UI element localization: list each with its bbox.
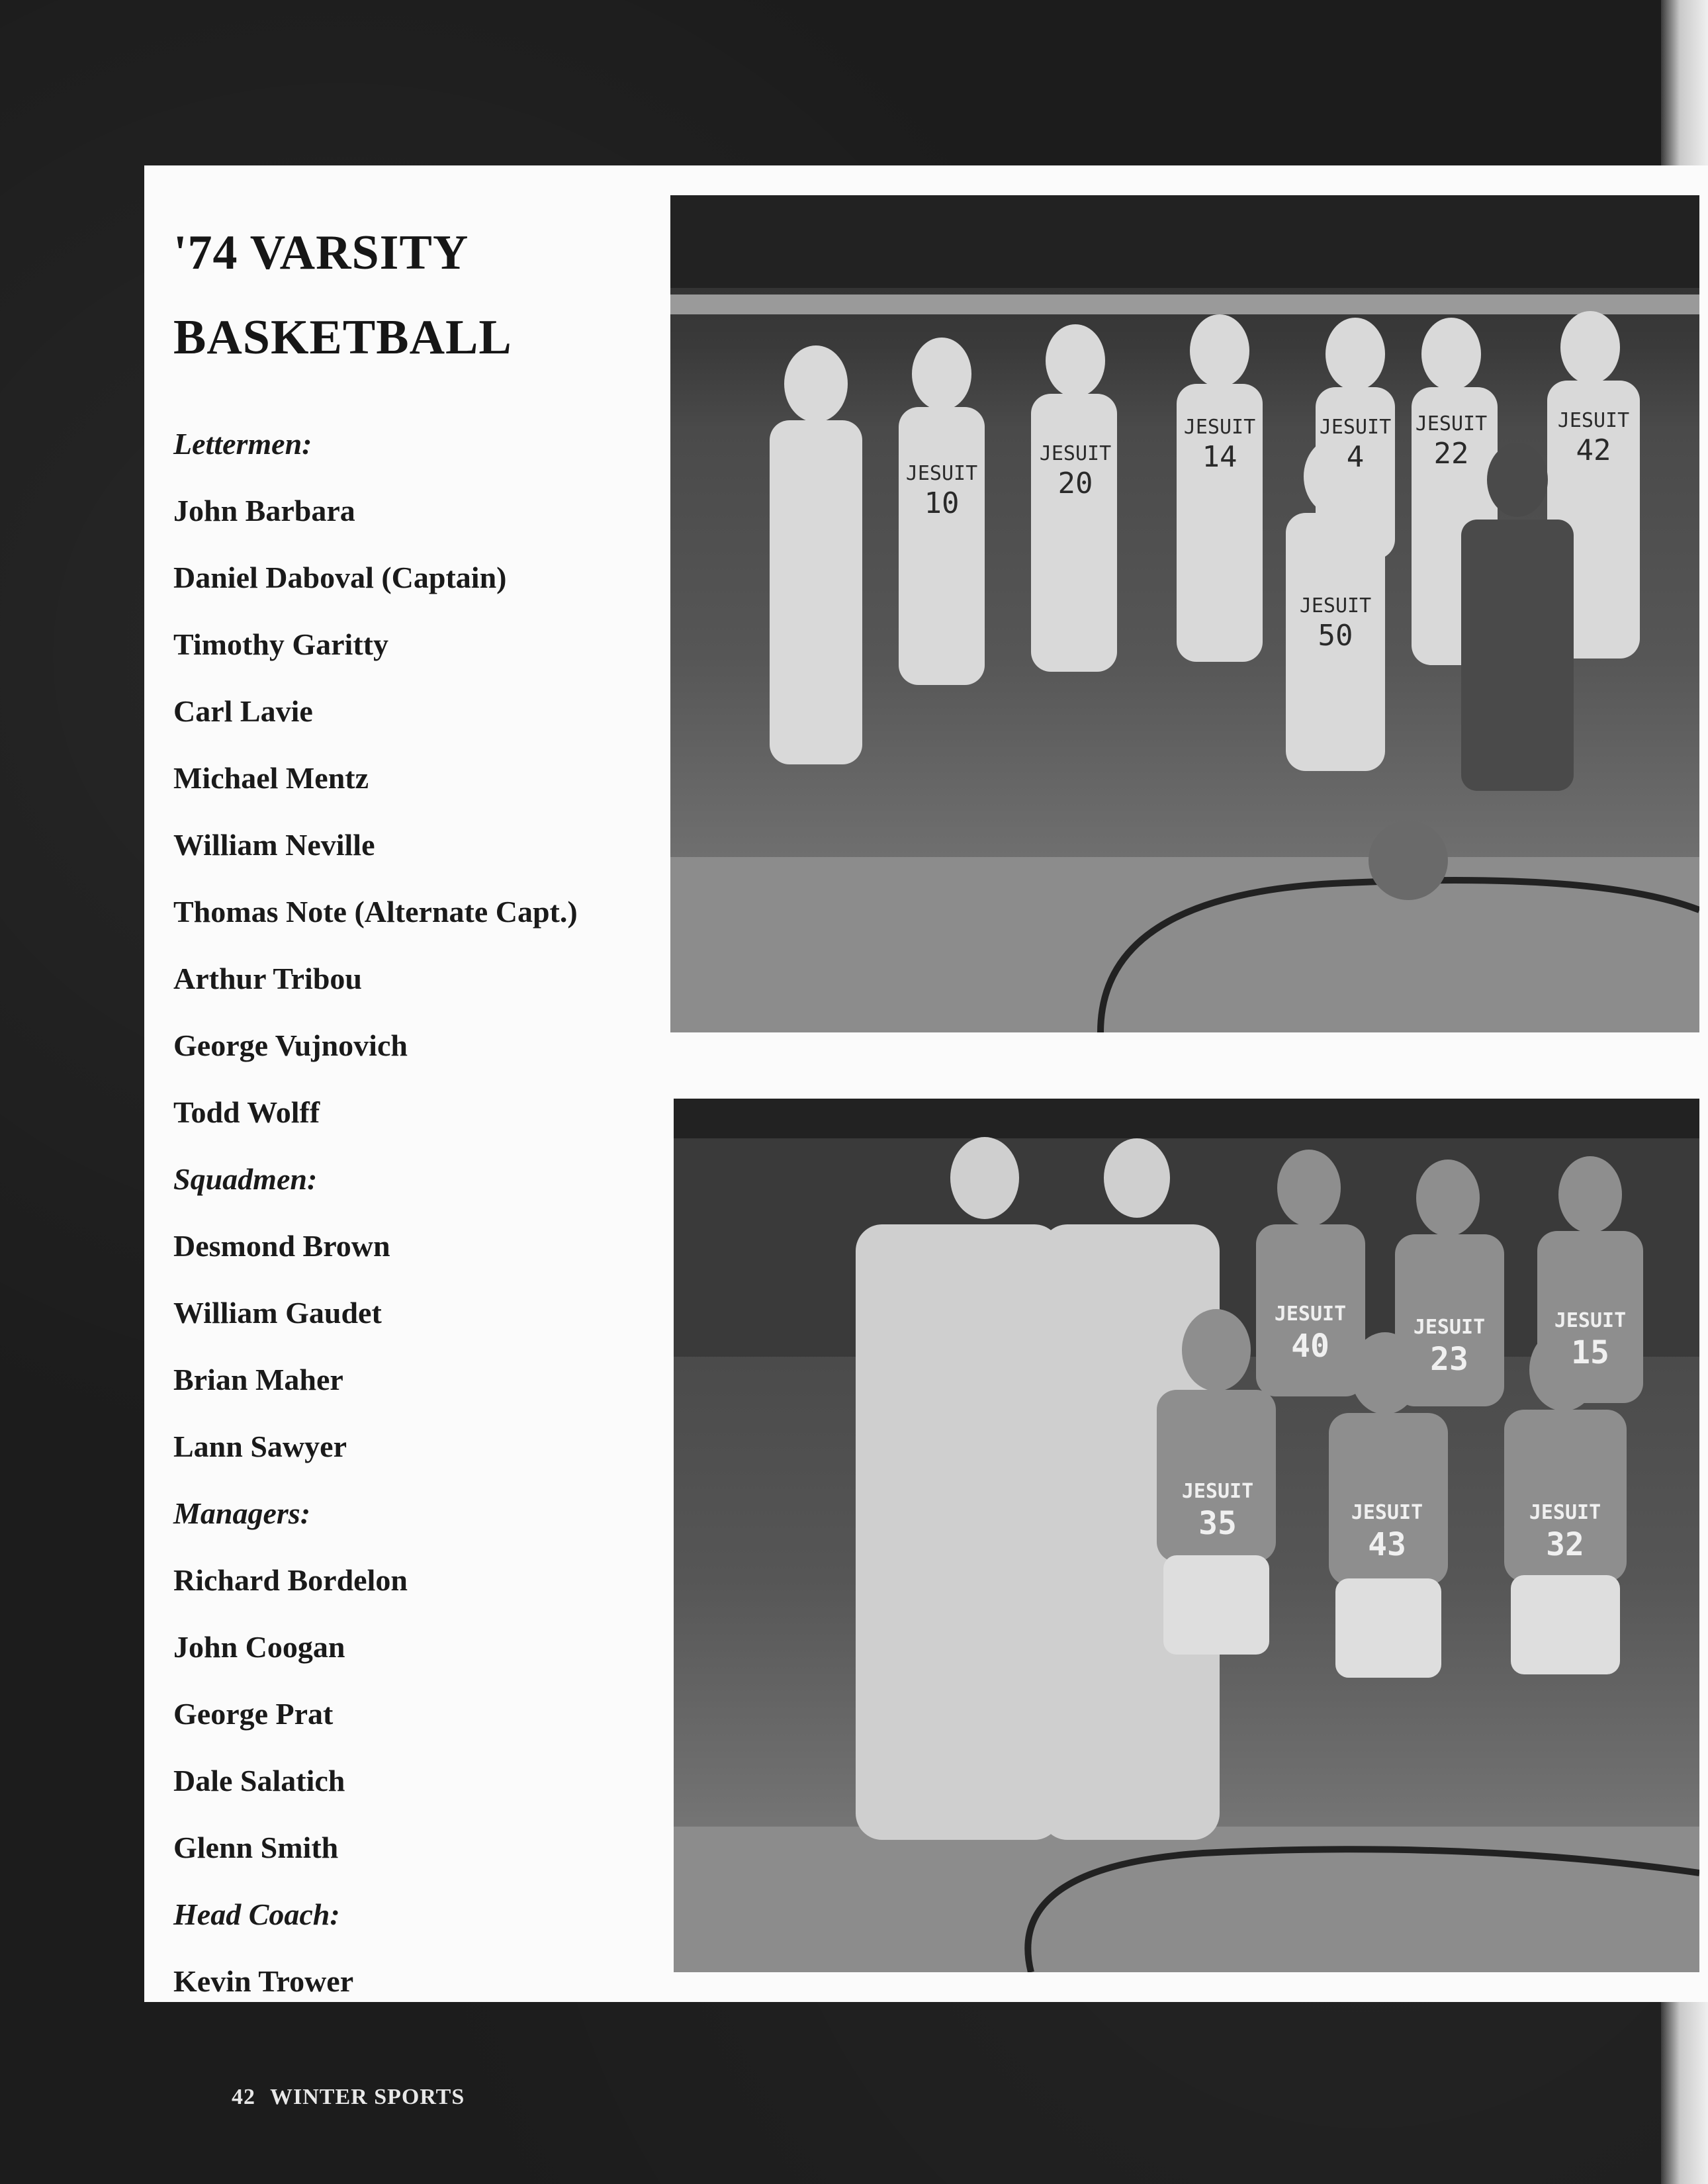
jersey-label: JESUIT xyxy=(1319,416,1392,439)
jersey-label: JESUIT xyxy=(1274,1302,1347,1326)
jersey-number: 43 xyxy=(1368,1526,1406,1563)
jersey-number: 20 xyxy=(1057,467,1093,500)
roster-list xyxy=(173,410,676,2015)
jersey-label: JESUIT xyxy=(1351,1501,1423,1524)
roster-name: John Barbara xyxy=(173,494,355,527)
wall-rail-shape xyxy=(670,295,1699,314)
roster-name: Todd Wolff xyxy=(173,1095,320,1129)
jersey-label: JESUIT xyxy=(1299,594,1372,617)
roster-section-heading: Managers: xyxy=(173,1496,311,1530)
jersey-label: JESUIT xyxy=(1183,416,1256,439)
jersey-label: JESUIT xyxy=(1181,1480,1254,1503)
jersey-number: 40 xyxy=(1291,1328,1329,1365)
roster-name: Daniel Daboval (Captain) xyxy=(173,561,507,594)
roster-name: Kevin Trower xyxy=(173,1964,354,1998)
roster-name: Michael Mentz xyxy=(173,761,369,795)
jersey-label: JESUIT xyxy=(1529,1501,1601,1524)
team-photo-bottom xyxy=(674,1099,1699,1972)
roster-section-heading: Lettermen: xyxy=(173,427,312,461)
jersey-number: 23 xyxy=(1430,1341,1468,1378)
roster-name: Dale Salatich xyxy=(173,1764,345,1797)
roster-name: Brian Maher xyxy=(173,1363,343,1396)
jersey-number: 32 xyxy=(1546,1526,1584,1563)
roster-name: Desmond Brown xyxy=(173,1229,390,1263)
jersey-label: JESUIT xyxy=(1557,409,1630,432)
jersey-number: 22 xyxy=(1433,437,1469,471)
team-photo-top xyxy=(670,195,1699,1032)
page-title-line-1: '74 VARSITY xyxy=(173,226,469,280)
jersey-number: 10 xyxy=(924,486,960,520)
jersey-label: JESUIT xyxy=(905,462,978,485)
basketball-shape xyxy=(1369,821,1448,900)
jersey-number: 50 xyxy=(1318,619,1353,653)
roster-name: Glenn Smith xyxy=(173,1831,339,1864)
roster-name: George Prat xyxy=(173,1697,334,1731)
jersey-number: 35 xyxy=(1198,1505,1237,1542)
roster-name: Lann Sawyer xyxy=(173,1430,347,1463)
team-photo-top-illustration xyxy=(670,195,1699,1032)
page-footer xyxy=(232,2085,479,2110)
roster-name: George Vujnovich xyxy=(173,1028,408,1062)
roster-name: Timothy Garitty xyxy=(173,627,388,661)
jersey-number: 4 xyxy=(1346,440,1365,474)
roster-section-heading: Squadmen: xyxy=(173,1162,318,1196)
jersey-label: JESUIT xyxy=(1413,1316,1486,1339)
roster-name: Thomas Note (Alternate Capt.) xyxy=(173,895,578,929)
gym-floor-shape-bottom xyxy=(674,1827,1699,1972)
roster-name: Richard Bordelon xyxy=(173,1563,408,1597)
roster-name: William Neville xyxy=(173,828,375,862)
jersey-label: JESUIT xyxy=(1554,1309,1627,1332)
jersey-label: JESUIT xyxy=(1039,442,1112,465)
roster-name: John Coogan xyxy=(173,1630,345,1664)
team-photo-bottom-illustration xyxy=(674,1099,1699,1972)
jersey-label: JESUIT xyxy=(1415,412,1488,435)
roster-name: Carl Lavie xyxy=(173,694,313,728)
roster-name: Arthur Tribou xyxy=(173,962,363,995)
jersey-number: 42 xyxy=(1576,433,1611,467)
section-name: WINTER SPORTS xyxy=(270,2085,465,2109)
jersey-number: 14 xyxy=(1202,440,1237,474)
page-number: 42 xyxy=(232,2085,255,2109)
roster-name: William Gaudet xyxy=(173,1296,382,1330)
bleachers-shape xyxy=(670,195,1699,288)
jersey-number: 15 xyxy=(1571,1334,1609,1371)
page-title-line-2: BASKETBALL xyxy=(173,310,512,365)
roster-section-heading: Head Coach: xyxy=(173,1897,340,1931)
bleachers-shape-bottom xyxy=(674,1099,1699,1138)
